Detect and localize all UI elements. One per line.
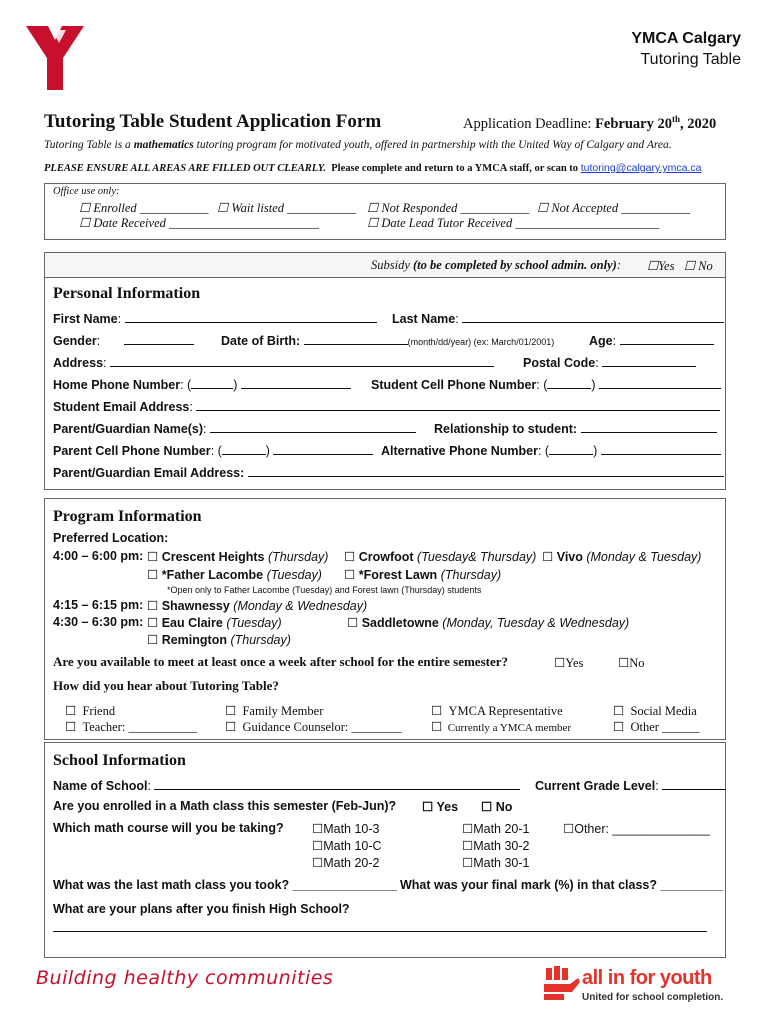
subsidy-row: Subsidy (to be completed by school admin. only): bbox=[371, 258, 621, 272]
vivo-checkbox[interactable] bbox=[542, 550, 553, 564]
date-lead-checkbox[interactable] bbox=[367, 216, 378, 230]
crescent-checkbox[interactable] bbox=[147, 550, 158, 564]
office-use-label: Office use only: bbox=[53, 186, 120, 197]
wait-listed-label: Wait listed bbox=[231, 201, 285, 215]
ymca-member-checkbox[interactable] bbox=[431, 720, 442, 734]
hear-question: How did you hear about Tutoring Table? bbox=[53, 678, 279, 693]
enrolled-label: Enrolled bbox=[93, 201, 137, 215]
office-use-box: Office use only: ☐ Enrolled ___________ ☐ Wait listed ___________ ☐ Not Responded ___________ ☐ Not Accepted ___________ ☐ Date Received ________________________ ☐ Date Lead Tutor Received _______________________ bbox=[44, 183, 726, 240]
personal-info-box: Subsidy (to be completed by school admin. only): ☐ Yes ☐ No Personal Information First Name: Last Name: Gender: Date of Birth: (month/dd/year) (ex: March/01/2001) Age: Address: Postal Code: Home Phone Number: ( ) Student Cell Phone Number: ( ) Student Email Address: Parent/Guardian Name(s): Relationship to student: Parent Cell Phone Number: ( ) Alternative Phone Number: ( ) Parent/Guardian Email Address: bbox=[44, 252, 726, 490]
available-question: Are you available to meet at least once a week after school for the entire semester? bbox=[53, 654, 508, 669]
gender-field[interactable] bbox=[124, 332, 194, 345]
postal-code-field[interactable] bbox=[602, 354, 696, 367]
preferred-location-label: Preferred Location: bbox=[53, 531, 169, 545]
enrolled-checkbox[interactable] bbox=[79, 201, 90, 215]
available-no-checkbox[interactable] bbox=[618, 656, 629, 670]
ymca-logo bbox=[26, 26, 84, 92]
date-received-checkbox[interactable] bbox=[79, 216, 90, 230]
united-text: United for school completion. bbox=[582, 992, 724, 1003]
guardian-name-field[interactable] bbox=[210, 420, 416, 433]
grade-level-field[interactable] bbox=[662, 777, 726, 790]
course-question: Which math course will you be taking? bbox=[53, 821, 284, 835]
last-class-question: What was the last math class you took? _______________ bbox=[53, 878, 397, 892]
program-name: Tutoring Table bbox=[640, 51, 741, 68]
math-30-1-checkbox[interactable] bbox=[462, 856, 473, 870]
form-title: Tutoring Table Student Application Form bbox=[44, 111, 382, 132]
all-in-for-youth-logo bbox=[542, 966, 582, 1002]
program-title: Program Information bbox=[53, 508, 202, 525]
math-10-3-checkbox[interactable] bbox=[312, 822, 323, 836]
eau-claire-checkbox[interactable] bbox=[147, 616, 158, 630]
forest-lawn-checkbox[interactable] bbox=[344, 568, 355, 582]
age-field[interactable] bbox=[620, 332, 714, 345]
student-email-field[interactable] bbox=[196, 398, 720, 411]
application-deadline: Application Deadline: February 20th, 2020 bbox=[463, 114, 717, 132]
relationship-field[interactable] bbox=[581, 420, 717, 433]
footer-tagline: Building healthy communities bbox=[36, 967, 334, 989]
ensure-text: PLEASE ENSURE ALL AREAS ARE FILLED OUT CLEARLY. Please complete and return to a YMCA staff, or scan to tutoring@calgary.ymca.ca bbox=[44, 162, 702, 174]
parent-cell-field[interactable] bbox=[273, 442, 373, 455]
parent-area-code-field[interactable] bbox=[222, 442, 266, 455]
alt-area-code-field[interactable] bbox=[549, 442, 593, 455]
plans-answer-line[interactable] bbox=[53, 931, 707, 932]
math-enrolled-no-checkbox[interactable] bbox=[481, 800, 492, 814]
guardian-email-field[interactable] bbox=[248, 464, 724, 477]
date-lead-label: Date Lead Tutor Received bbox=[381, 216, 513, 230]
open-only-note: *Open only to Father Lacombe (Tuesday) and Forest lawn (Thursday) students bbox=[167, 585, 482, 595]
final-mark-question: What was your final mark (%) in that class? _________ bbox=[400, 878, 724, 892]
dob-field[interactable] bbox=[304, 332, 408, 345]
school-title: School Information bbox=[53, 752, 186, 769]
last-name-field[interactable] bbox=[462, 310, 724, 323]
not-accepted-label: Not Accepted bbox=[551, 201, 619, 215]
math-20-1-checkbox[interactable] bbox=[462, 822, 473, 836]
friend-checkbox[interactable] bbox=[65, 704, 76, 718]
personal-title: Personal Information bbox=[53, 285, 201, 302]
school-info-box: School Information Name of School: Current Grade Level: Are you enrolled in a Math class this semester (Feb-Jun)? ☐ Yes ☐ No Which math course will you be taking? ☐ Math 10-3 ☐ Math 10-C ☐ Math 20-2 ☐ Math 20-1 ☐ Math 30-2 ☐ Math 30-1 ☐ Other: ______________ What was the last math class you took? _______________ What was your final mark (%) in that class? _________ What are your plans after you finish High School? bbox=[44, 742, 726, 958]
alt-phone-field[interactable] bbox=[601, 442, 721, 455]
math-other-checkbox[interactable] bbox=[563, 822, 574, 836]
not-responded-label: Not Responded bbox=[381, 201, 458, 215]
address-field[interactable] bbox=[110, 354, 494, 367]
not-responded-checkbox[interactable] bbox=[367, 201, 378, 215]
crowfoot-checkbox[interactable] bbox=[344, 550, 355, 564]
family-checkbox[interactable] bbox=[225, 704, 236, 718]
math-20-2-checkbox[interactable] bbox=[312, 856, 323, 870]
email-link[interactable]: tutoring@calgary.ymca.ca bbox=[580, 162, 702, 174]
remington-checkbox[interactable] bbox=[147, 633, 158, 647]
home-area-code-field[interactable] bbox=[191, 376, 233, 389]
available-yes-checkbox[interactable] bbox=[554, 656, 565, 670]
social-media-checkbox[interactable] bbox=[613, 704, 624, 718]
shawnessy-checkbox[interactable] bbox=[147, 599, 158, 613]
math-enrolled-yes-checkbox[interactable] bbox=[422, 800, 433, 814]
counselor-checkbox[interactable] bbox=[225, 720, 236, 734]
all-in-for-youth-text: all in for youth bbox=[582, 967, 712, 989]
date-received-label: Date Received bbox=[93, 216, 166, 230]
saddletowne-checkbox[interactable] bbox=[347, 616, 358, 630]
teacher-checkbox[interactable] bbox=[65, 720, 76, 734]
not-accepted-checkbox[interactable] bbox=[537, 201, 548, 215]
math-10-c-checkbox[interactable] bbox=[312, 839, 323, 853]
father-lacombe-checkbox[interactable] bbox=[147, 568, 158, 582]
intro-text: Tutoring Table is a mathematics tutoring program for motivated youth, offered in partnership with the United Way of Calgary and Area. bbox=[44, 139, 672, 151]
school-name-field[interactable] bbox=[154, 777, 520, 790]
subsidy-yes-checkbox[interactable] bbox=[647, 259, 658, 273]
org-name: YMCA Calgary bbox=[631, 30, 741, 47]
enrolled-question: Are you enrolled in a Math class this semester (Feb-Jun)? bbox=[53, 799, 397, 813]
program-info-box: Program Information Preferred Location: 4:00 – 6:00 pm: ☐ Crescent Heights (Thursday) ☐ Crowfoot (Tuesday& Thursday) ☐ Vivo (Monday & Tuesday) ☐ *Father Lacombe (Tuesday) ☐ *Forest Lawn (Thursday) *Open only to Father Lacombe (Tuesday) and Forest lawn (Thursday) students 4:15 – 6:15 pm: ☐ Shawnessy (Monday & Wednesday) 4:30 – 6:30 pm: ☐ Eau Claire (Tuesday) ☐ Saddletowne (Monday, Tuesday & Wednesday) ☐ Remington (Thursday) Are you available to meet at least once a week after school for the entire semester? ☐ Yes ☐ No How did you hear about Tutoring Table? ☐ Friend ☐ Family Member ☐ YMCA Representative ☐ Social Media ☐ Teacher: ___________ ☐ Guidance Counselor: ________ ☐ Currently a YMCA member ☐ Other ______ bbox=[44, 498, 726, 740]
subsidy-no-checkbox[interactable] bbox=[684, 259, 695, 273]
math-30-2-checkbox[interactable] bbox=[462, 839, 473, 853]
cell-area-code-field[interactable] bbox=[547, 376, 591, 389]
wait-listed-checkbox[interactable] bbox=[217, 201, 228, 215]
ymca-rep-checkbox[interactable] bbox=[431, 704, 442, 718]
home-phone-field[interactable] bbox=[241, 376, 351, 389]
other-checkbox[interactable] bbox=[613, 720, 624, 734]
first-name-field[interactable] bbox=[125, 310, 377, 323]
cell-phone-field[interactable] bbox=[599, 376, 721, 389]
plans-question: What are your plans after you finish High School? bbox=[53, 902, 350, 916]
